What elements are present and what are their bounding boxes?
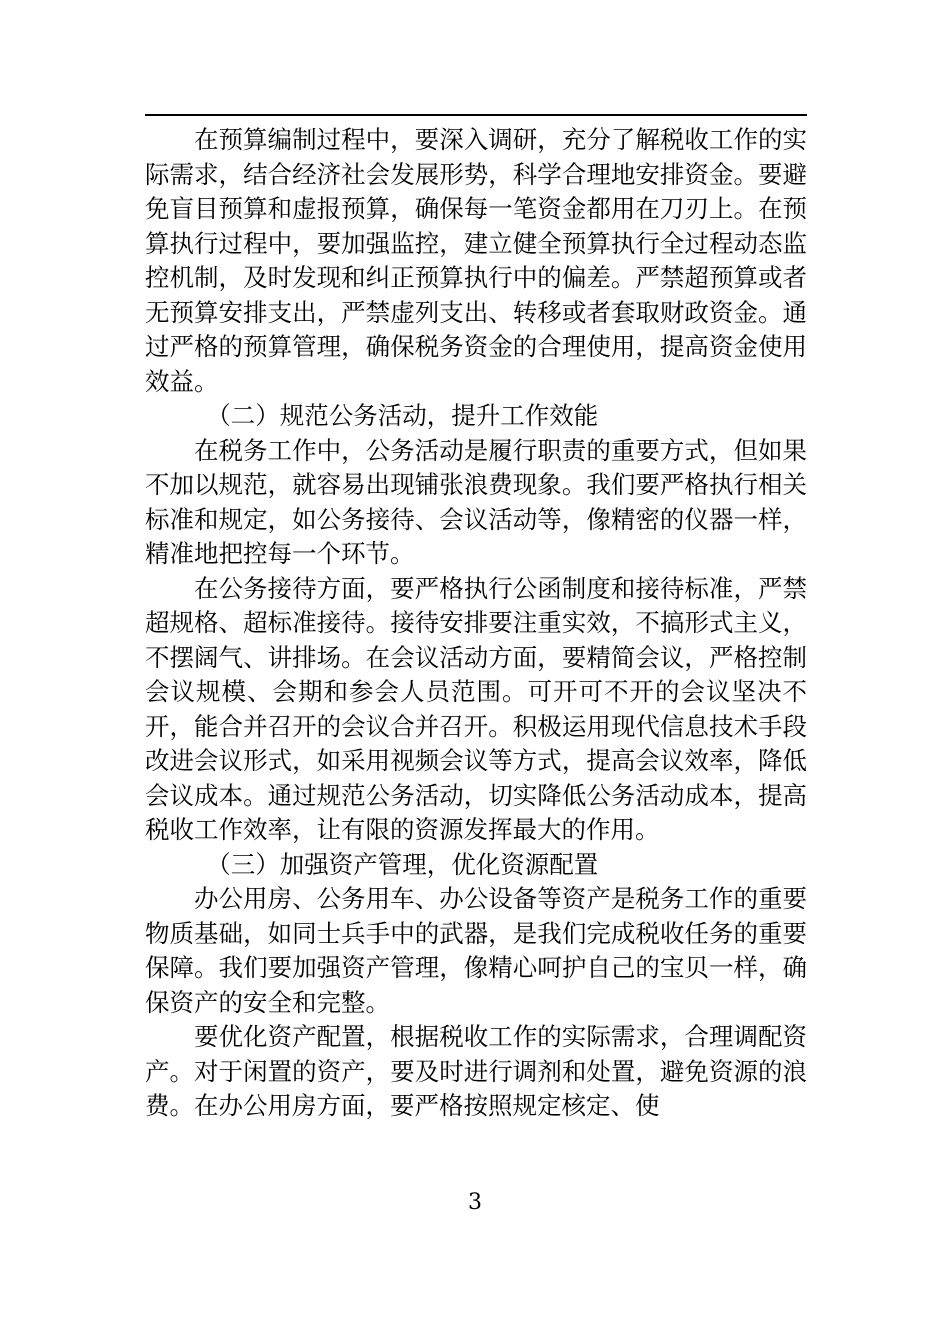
paragraph-official-activities: 在税务工作中，公务活动是履行职责的重要方式，但如果不加以规范，就容易出现铺张浪费现象。我们要严格执行相关标准和规定，如公务接待、会议活动等，像精密的仪器一样，精准地把控每一个环节。 — [145, 435, 807, 568]
section-heading-2: （二）规范公务活动，提升工作效能 — [206, 401, 599, 430]
section-heading-3: （三）加强资产管理，优化资源配置 — [206, 849, 599, 879]
page-number: 3 — [468, 1190, 482, 1215]
page-body — [145, 123, 807, 1124]
paragraph-reception-meetings: 在公务接待方面，要严格执行公函制度和接待标准，严禁超规格、超标准接待。接待安排要注重实效，不搞形式主义，不摆阔气、讲排场。在会议活动方面，要精简会议，严格控制会议规模、会期和参会人员范围。可开可不开的会议坚决不开，能合并召开的会议合并召开。积极运用现代信息技术手段改进会议形式，如采用视频会议等方式，提高会议效率，降低会议成本。通过规范公务活动，切实降低公务活动成本，提高税收工作效率，让有限的资源发挥最大的作用。 — [145, 573, 807, 844]
paragraph-asset-allocation: 要优化资产配置，根据税收工作的实际需求，合理调配资产。对于闲置的资产，要及时进行调剂和处置，避免资源的浪费。在办公用房方面，要严格按照规定核定、使 — [145, 1022, 807, 1120]
paragraph-budget: 在预算编制过程中，要深入调研，充分了解税收工作的实际需求，结合经济社会发展形势，科学合理地安排资金。要避免盲目预算和虚报预算，确保每一笔资金都用在刀刃上。在预算执行过程中，要加强监控，建立健全预算执行全过程动态监控机制，及时发现和纠正预算执行中的偏差。严禁超预算或者无预算安排支出，严禁虚列支出、转移或者套取财政资金。通过严格的预算管理，确保税务资金的合理使用，提高资金使用效益。 — [145, 125, 807, 396]
paragraph-asset-management: 办公用房、公务用车、办公设备等资产是税务工作的重要物质基础，如同士兵手中的武器，是我们完成税收任务的重要保障。我们要加强资产管理，像精心呵护自己的宝贝一样，确保资产的安全和完整。 — [145, 884, 807, 1017]
header-rule — [145, 114, 807, 116]
